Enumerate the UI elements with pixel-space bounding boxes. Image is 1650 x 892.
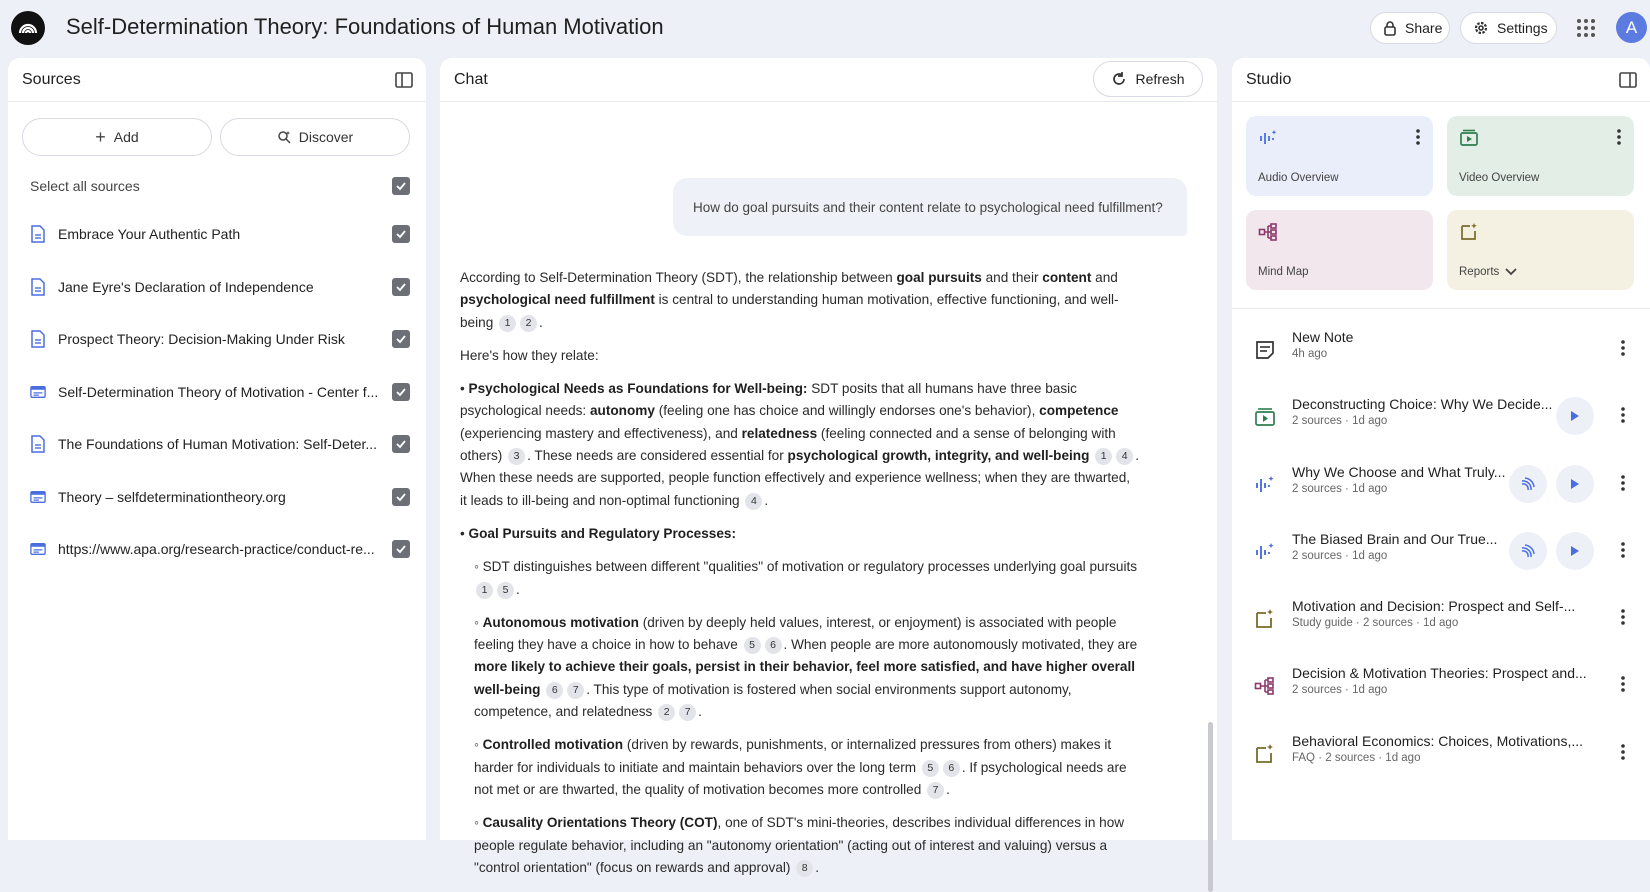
text: SDT distinguishes between different "qualities" of motivation or regulatory processes underlying goal pursuits <box>482 559 1138 575</box>
audio-wave-icon <box>1254 474 1276 496</box>
chat-header <box>440 58 1217 102</box>
note-title: Why We Choose and What Truly... <box>1292 463 1506 480</box>
doc-icon <box>30 330 46 348</box>
citation-chip[interactable]: 5 <box>497 582 514 599</box>
text: . This type of motivation is fostered when social environments support autonomy, competence, and relatedness <box>474 681 1072 720</box>
more-vert-icon[interactable] <box>1620 675 1626 693</box>
text: According to Self-Determination Theory (SDT), the relationship between <box>460 270 897 285</box>
note-title: Motivation and Decision: Prospect and Self-... <box>1292 598 1576 615</box>
note-title: Decision & Motivation Theories: Prospect and... <box>1292 665 1587 682</box>
studio-tiles <box>1246 116 1634 290</box>
note-meta: Study guide · 2 sources · 1d ago <box>1292 617 1459 630</box>
source-label: Prospect Theory: Decision-Making Under Risk <box>58 331 345 348</box>
bold-text: Goal Pursuits and Regulatory Processes: <box>468 525 736 541</box>
refresh-label: Refresh <box>1135 71 1185 87</box>
note-meta: 2 sources · 1d ago <box>1292 415 1388 428</box>
text: . If psychological needs are not met or are thwarted, the quality of motivation becomes more controlled <box>474 759 1127 797</box>
chat-body <box>440 102 1217 875</box>
answer-subbullet <box>460 812 1140 879</box>
discover-search-icon <box>277 130 291 144</box>
text: (experiencing mastery and effectiveness), and <box>460 425 742 441</box>
text: and their <box>981 270 1043 285</box>
app-header <box>0 0 1650 56</box>
citation-chip[interactable]: 7 <box>927 782 944 799</box>
text: (feeling connected and a sense of belonging with others) <box>460 425 1116 464</box>
audio-wave-icon <box>1254 541 1276 563</box>
check-icon <box>395 281 407 293</box>
source-label: Jane Eyre's Declaration of Independence <box>58 278 314 295</box>
source-checkbox[interactable] <box>392 278 410 296</box>
discover-label: Discover <box>298 129 354 145</box>
bullet: ◦ <box>474 815 479 831</box>
bold-text: Psychological Needs as Foundations for Well-being: <box>468 381 808 397</box>
source-label: The Foundations of Human Motivation: Self-Deter... <box>58 436 378 453</box>
text: , one of SDT's mini-theories, describes individual differences in how people regulate behavior, including an "autonomy orientation" (acting out of interest and valuing) versus a "control orientation" (focus on rewards and approval) <box>474 815 1125 875</box>
check-icon <box>395 438 407 450</box>
answer-bullet <box>460 378 1140 512</box>
sources-panel <box>8 58 426 840</box>
divider <box>1232 308 1650 309</box>
note-item[interactable] <box>1232 315 1650 382</box>
play-icon <box>1570 545 1580 557</box>
share-button[interactable] <box>1370 12 1450 44</box>
source-item[interactable] <box>30 208 410 261</box>
web-icon <box>30 488 46 506</box>
tile-label <box>1459 266 1517 278</box>
video-icon <box>1254 406 1276 428</box>
bold-text: Causality Orientations Theory (COT) <box>482 815 718 831</box>
tile-label: Mind Map <box>1258 266 1309 278</box>
web-icon <box>30 540 46 558</box>
note-item[interactable] <box>1232 517 1650 584</box>
chat-scrollbar[interactable] <box>1208 722 1213 892</box>
play-button[interactable] <box>1556 397 1594 435</box>
gear-icon <box>1473 20 1489 36</box>
doc-icon <box>30 278 46 296</box>
source-checkbox[interactable] <box>392 330 410 348</box>
report-icon <box>1254 608 1276 630</box>
source-checkbox[interactable] <box>392 435 410 453</box>
play-button[interactable] <box>1556 532 1594 570</box>
play-icon <box>1570 410 1580 422</box>
sources-header <box>8 58 426 102</box>
play-icon <box>1570 478 1580 490</box>
citation-chip[interactable]: 1 <box>1095 448 1112 465</box>
citation-chip[interactable]: 1 <box>476 582 493 599</box>
source-label: https://www.apa.org/research-practice/conduct-re... <box>58 541 375 558</box>
note-item[interactable] <box>1232 450 1650 517</box>
source-checkbox[interactable] <box>392 488 410 506</box>
bullet: • <box>460 525 465 541</box>
source-label: Theory – selfdeterminationtheory.org <box>58 488 286 505</box>
citation-chip[interactable]: 6 <box>765 637 782 654</box>
source-actions <box>22 118 410 156</box>
mind-map-tile[interactable] <box>1246 210 1433 290</box>
app-logo[interactable] <box>11 11 45 45</box>
bold-text: competence <box>1039 403 1119 419</box>
more-vert-icon[interactable] <box>1620 406 1626 424</box>
bullet: ◦ <box>474 614 479 630</box>
note-title: New Note <box>1292 329 1354 345</box>
chat-title: Chat <box>454 70 488 88</box>
source-item[interactable] <box>30 261 410 314</box>
text: . When these needs are supported, people function effectively and experience wellness; when they are thwarted, it leads to ill-being and non-optimal functioning <box>460 448 1139 508</box>
report-icon <box>1459 222 1479 242</box>
bold-text: Controlled motivation <box>482 737 624 753</box>
note-meta: 4h ago <box>1292 348 1328 360</box>
audio-overview-tile[interactable] <box>1246 116 1433 196</box>
bold-text: more likely to achieve their goals, persist in their behavior, feel more satisfied, and have higher overall well-being <box>474 659 1136 697</box>
studio-title: Studio <box>1246 70 1292 88</box>
note-icon <box>1254 339 1276 361</box>
more-vert-icon[interactable] <box>1620 474 1626 492</box>
interactive-wave-icon <box>1519 475 1537 493</box>
report-icon <box>1254 743 1276 765</box>
video-overview-tile[interactable] <box>1447 116 1634 196</box>
settings-label: Settings <box>1497 20 1548 36</box>
source-item[interactable] <box>30 366 410 419</box>
settings-button[interactable] <box>1460 12 1557 44</box>
answer-subbullet <box>460 556 1140 601</box>
note-item[interactable] <box>1232 584 1650 651</box>
source-item[interactable] <box>30 523 410 576</box>
source-label: Embrace Your Authentic Path <box>58 226 241 243</box>
note-item[interactable] <box>1232 719 1650 786</box>
text: . When people are more autonomously motivated, they are <box>783 637 1138 653</box>
studio-panel <box>1232 58 1650 840</box>
bullet: ◦ <box>474 559 479 575</box>
collapse-panel-icon[interactable] <box>394 70 414 90</box>
text: . <box>764 492 769 508</box>
answer-lead: Here's how they relate: <box>460 347 599 363</box>
citation-chip[interactable]: 7 <box>679 704 696 721</box>
citation-chip[interactable]: 6 <box>546 682 563 699</box>
more-vert-icon[interactable] <box>1620 608 1626 626</box>
studio-header <box>1232 58 1650 102</box>
mindmap-icon <box>1258 222 1278 242</box>
reports-tile[interactable] <box>1447 210 1634 290</box>
bold-text: autonomy <box>589 403 655 419</box>
source-checkbox[interactable] <box>392 383 410 401</box>
interactive-wave-icon <box>1519 542 1537 560</box>
collapse-panel-icon[interactable] <box>1618 70 1638 90</box>
bold-text: psychological growth, integrity, and well-being <box>787 448 1090 464</box>
notebook-title[interactable]: Self-Determination Theory: Foundations of Human Motivation <box>66 14 664 39</box>
notebook-logo-icon <box>17 17 39 39</box>
add-source-button[interactable] <box>22 118 212 156</box>
text: SDT posits that all humans have three basic psychological needs: <box>460 381 1077 419</box>
text: (feeling one has choice and willingly endorses one's behavior), <box>654 403 1040 419</box>
note-item[interactable] <box>1232 382 1650 449</box>
citation-chip[interactable]: 5 <box>744 637 761 654</box>
more-vert-icon[interactable] <box>1620 339 1626 357</box>
citation-chip[interactable]: 3 <box>508 448 525 465</box>
answer-subbullet <box>460 612 1140 723</box>
share-label: Share <box>1405 20 1443 36</box>
answer-bullet <box>460 523 1140 545</box>
bold-text: content <box>1042 270 1092 285</box>
answer-intro <box>460 267 1140 334</box>
citation-chip[interactable]: 7 <box>567 682 584 699</box>
interactive-mode-button[interactable] <box>1509 532 1547 570</box>
more-vert-icon[interactable] <box>1415 128 1421 146</box>
chat-panel <box>440 58 1217 875</box>
note-meta: FAQ · 2 sources · 1d ago <box>1292 751 1421 764</box>
note-title: Deconstructing Choice: Why We Decide... <box>1292 396 1553 413</box>
text: . <box>946 781 950 797</box>
assistant-answer <box>460 267 1140 890</box>
bullet: ◦ <box>474 737 479 753</box>
note-meta: 2 sources · 1d ago <box>1292 549 1388 562</box>
reports-label: Reports <box>1459 266 1500 278</box>
discover-button[interactable] <box>220 118 410 156</box>
citation-chip[interactable]: 5 <box>922 760 939 777</box>
text: . <box>516 581 520 597</box>
citation-chip[interactable]: 4 <box>1116 448 1133 465</box>
note-title: The Biased Brain and Our True... <box>1292 530 1498 547</box>
text: and <box>1091 270 1118 285</box>
select-all-checkbox[interactable] <box>392 177 410 195</box>
source-checkbox[interactable] <box>392 540 410 558</box>
citation-chip[interactable]: 8 <box>796 860 813 877</box>
citation-chip[interactable]: 2 <box>520 315 537 332</box>
citation-chip[interactable]: 1 <box>499 315 516 332</box>
check-icon <box>395 491 407 503</box>
citation-chip[interactable]: 4 <box>745 493 762 510</box>
tile-label: Video Overview <box>1459 172 1540 184</box>
source-label: Self-Determination Theory of Motivation - Center f... <box>58 383 379 400</box>
video-icon <box>1459 128 1479 148</box>
bold-text: relatedness <box>741 425 818 441</box>
more-vert-icon[interactable] <box>1620 743 1626 761</box>
select-all-row <box>30 174 410 198</box>
text: . <box>539 314 543 330</box>
answer-subbullet <box>460 734 1140 801</box>
select-all-label: Select all sources <box>30 178 140 194</box>
audio-wave-icon <box>1258 128 1278 148</box>
lock-icon <box>1383 20 1397 36</box>
doc-icon <box>30 435 46 453</box>
text: (driven by rewards, punishments, or internalized pressures from others) makes it harder for individuals to initiate and maintain behaviors over the long term <box>474 737 1112 775</box>
bold-text: goal pursuits <box>896 270 982 285</box>
chevron-down-icon[interactable] <box>1505 268 1517 276</box>
note-title: Behavioral Economics: Choices, Motivations,... <box>1292 732 1584 749</box>
source-list <box>30 208 410 576</box>
check-icon <box>395 228 407 240</box>
add-label: Add <box>113 129 139 145</box>
check-icon <box>395 386 407 398</box>
text: . These needs are considered essential for <box>527 448 788 464</box>
more-vert-icon[interactable] <box>1620 541 1626 559</box>
check-icon <box>395 543 407 555</box>
note-meta: 2 sources · 1d ago <box>1292 482 1388 495</box>
note-meta: 2 sources · 1d ago <box>1292 684 1388 697</box>
doc-icon <box>30 225 46 243</box>
play-button[interactable] <box>1556 465 1594 503</box>
source-item[interactable] <box>30 418 410 471</box>
avatar[interactable]: A <box>1616 12 1647 43</box>
refresh-icon <box>1111 71 1127 87</box>
plus-icon: + <box>95 126 106 147</box>
check-icon <box>395 180 407 192</box>
citation-chip[interactable]: 6 <box>943 760 960 777</box>
bold-text: Autonomous motivation <box>482 614 639 630</box>
interactive-mode-button[interactable] <box>1509 465 1547 503</box>
text: is central to understanding human motivation, effective functioning, and well-being <box>460 292 1119 330</box>
mindmap-icon <box>1254 675 1276 697</box>
source-item[interactable] <box>30 313 410 366</box>
text: . <box>698 704 702 720</box>
note-item[interactable] <box>1232 651 1650 718</box>
citation-chip[interactable]: 2 <box>658 704 675 721</box>
apps-grid-icon[interactable] <box>1576 18 1596 38</box>
source-item[interactable] <box>30 471 410 524</box>
text: (driven by deeply held values, interest, or enjoyment) is associated with people feeling they have a choice in how to behave <box>474 614 1117 653</box>
studio-notes <box>1232 315 1650 786</box>
tile-label: Audio Overview <box>1258 172 1339 184</box>
refresh-button[interactable] <box>1093 61 1203 97</box>
web-icon <box>30 383 46 401</box>
check-icon <box>395 333 407 345</box>
user-message: How do goal pursuits and their content relate to psychological need fulfillment? <box>673 178 1187 236</box>
text: . <box>815 859 819 875</box>
more-vert-icon[interactable] <box>1616 128 1622 146</box>
source-checkbox[interactable] <box>392 225 410 243</box>
sources-title: Sources <box>22 70 81 88</box>
bold-text: psychological need fulfillment <box>460 292 655 308</box>
bullet: • <box>460 381 465 397</box>
